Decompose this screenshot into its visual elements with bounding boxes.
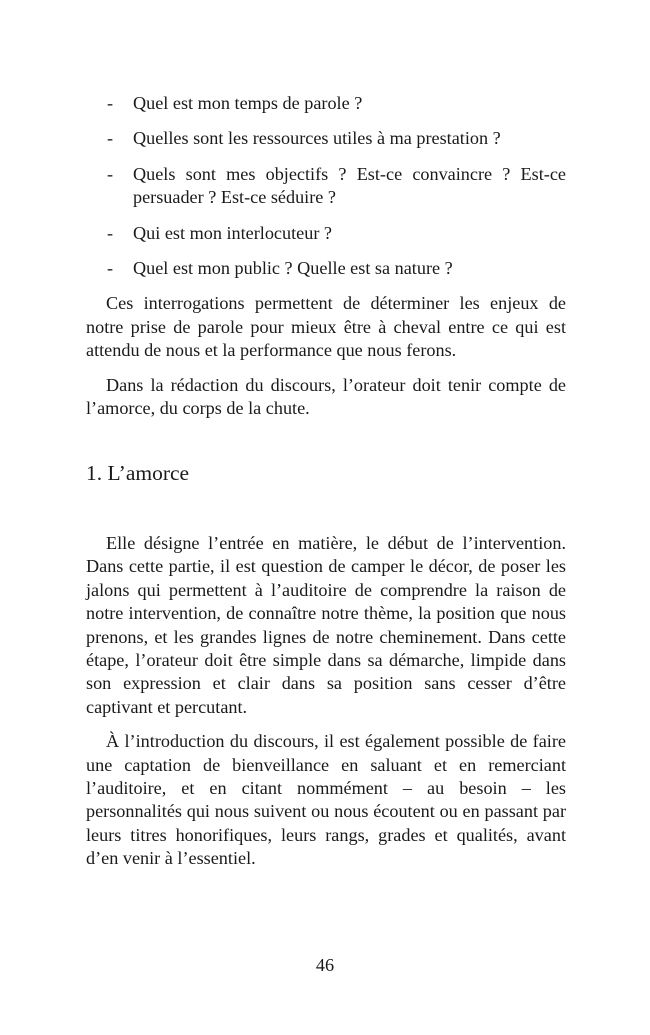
list-item-text: Quelles sont les ressources utiles à ma prestation ?: [133, 128, 501, 149]
list-item-text: Quels sont mes objectifs ? Est-ce convaincre ? Est-ce persuader ? Est-ce séduire ?: [133, 163, 566, 208]
list-item: [86, 257, 566, 280]
intro-paragraph: Dans la rédaction du discours, l’orateur doit tenir compte de l’amorce, du corps de la chute.: [86, 374, 566, 419]
section-heading: 1. L’amorce: [86, 461, 190, 485]
bullet-dash: -: [107, 93, 114, 113]
list-item-text: Quel est mon temps de parole ?: [133, 93, 363, 113]
page-number: 46: [315, 955, 335, 975]
section-paragraph: À l’introduction du discours, il est également possible de faire une captation de bienveillance en saluant et en remerciant l’auditoire, et en citant nommément – au besoin – les personnalités qui nous suivent ou nous écoutent ou en passant par leurs titres honorifiques, leurs rangs, grades et qualités, avant d’en venir à l’essentiel.: [86, 731, 566, 869]
list-item-text: Qui est mon interlocuteur ?: [133, 222, 332, 243]
list-item-text: Quel est mon public ? Quelle est sa nature ?: [133, 258, 453, 279]
section-paragraph: Elle désigne l’entrée en matière, le début de l’intervention. Dans cette partie, il est question de camper le décor, de poser les jalons qui permettent à l’auditoire de comprendre la raison de notre intervention, de connaître notre thème, la position que nous prenons, et les grandes lignes de notre cheminement. Dans cette étape, l’orateur doit être simple dans sa démarche, limpide dans son expression et clair dans sa position sans cesser d’être captivant et percutant.: [86, 533, 566, 717]
intro-paragraph: Ces interrogations permettent de déterminer les enjeux de notre prise de parole pour mieux être à cheval entre ce qui est attendu de nous et la performance que nous ferons.: [86, 293, 566, 361]
section-body: [86, 532, 566, 882]
page-body: [86, 92, 566, 869]
list-item: [86, 92, 566, 115]
bullet-dash: -: [107, 163, 114, 184]
list-item: [86, 222, 566, 245]
question-list: [86, 92, 566, 280]
bullet-dash: -: [107, 222, 114, 243]
list-item: [86, 127, 566, 150]
list-item: [86, 163, 566, 210]
bullet-dash: -: [107, 258, 114, 279]
bullet-dash: -: [107, 128, 114, 149]
